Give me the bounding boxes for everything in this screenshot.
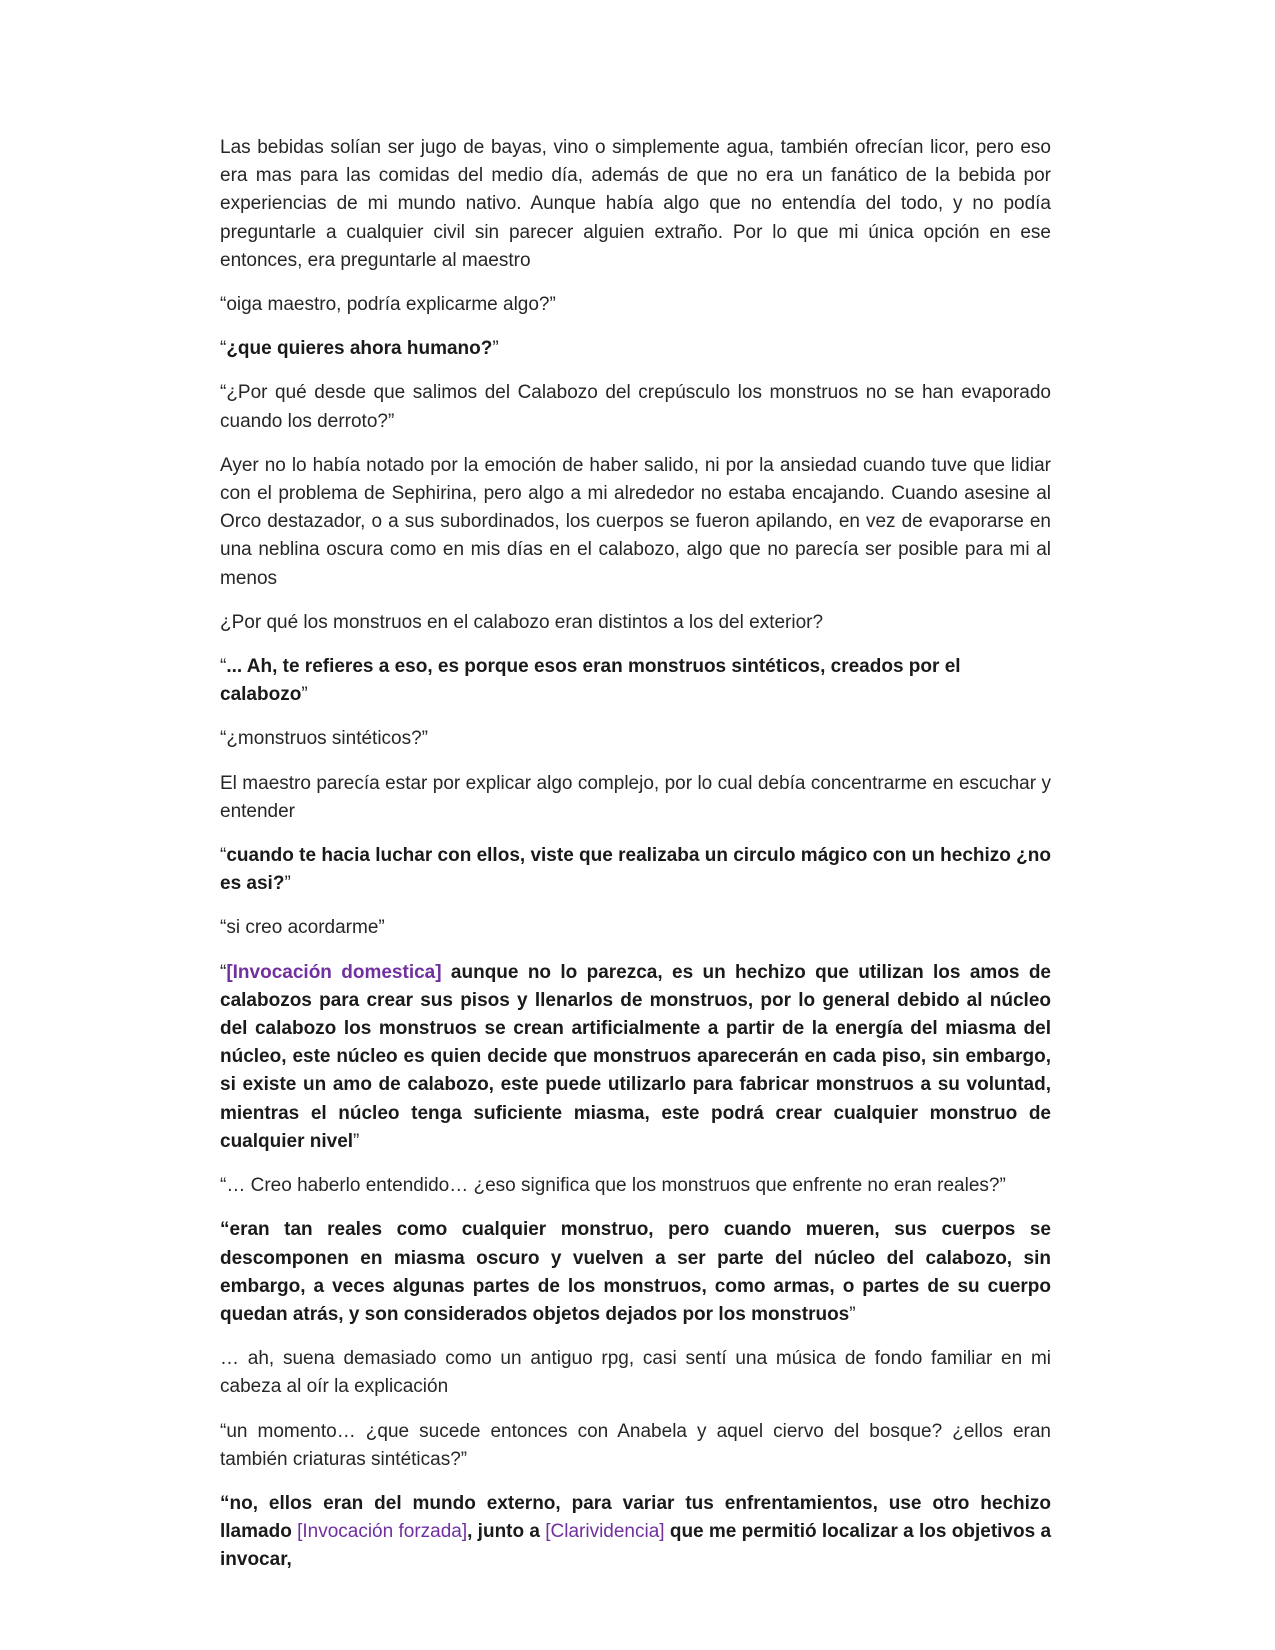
spell-name-invocacion-domestica: [Invocación domestica] [226, 961, 442, 983]
narration-paragraph: ¿Por qué los monstruos en el calabozo eran distintos a los del exterior? [220, 611, 824, 633]
master-speech: cuando te hacia luchar con ellos, viste que realizaba un circulo mágico con un hechizo ¿no es asi? [220, 845, 1051, 895]
narration-paragraph: El maestro parecía estar por explicar algo complejo, por lo cual debía concentrarme en escuchar y entender [220, 772, 1051, 822]
master-speech: ... Ah, te refieres a eso, es porque esos eran monstruos sintéticos, creados por el calabozo [220, 656, 961, 706]
dialogue-protagonist: “si creo acordarme” [220, 917, 385, 939]
quote-open: “ [220, 338, 227, 360]
dialogue-master [220, 959, 1051, 1156]
narration-paragraph: … ah, suena demasiado como un antiguo rpg, casi sentí una música de fondo familiar en mi cabeza al oír la explicación [220, 1348, 1051, 1398]
narration-paragraph: Las bebidas solían ser jugo de bayas, vino o simplemente agua, también ofrecían licor, pero eso era mas para las comidas del medio día, además de que no era un fanático de la bebida por experiencias de mi mundo nativo. Aunque había algo que no entendía del todo, y no podía preguntarle a cualquier civil sin parecer alguien extraño. Por lo que mi única opción en ese entonces, era preguntarle al maestro [220, 137, 1051, 271]
dialogue-protagonist: “un momento… ¿que sucede entonces con Anabela y aquel ciervo del bosque? ¿ellos eran también criaturas sintéticas?” [220, 1420, 1051, 1470]
quote-close: ” [301, 684, 308, 706]
quote-open: “ [220, 961, 227, 983]
dialogue-protagonist: “¿Por qué desde que salimos del Calabozo del crepúsculo los monstruos no se han evaporado cuando los derroto?” [220, 382, 1051, 432]
spell-name-invocacion-forzada: [Invocación forzada] [297, 1521, 468, 1543]
master-speech: que me permitió localizar a los objetivos a invocar, [220, 1521, 1052, 1571]
dialogue-protagonist: “oiga maestro, podría explicarme algo?” [220, 294, 556, 316]
dialogue-protagonist: “¿monstruos sintéticos?” [220, 728, 429, 750]
master-speech: ¿que quieres ahora humano? [226, 338, 493, 360]
dialogue-master [220, 1490, 1051, 1575]
dialogue-master [220, 1216, 1051, 1329]
dialogue-master [220, 842, 1051, 898]
quote-close: ” [353, 1130, 360, 1152]
master-speech: “eran tan reales como cualquier monstruo, pero cuando mueren, sus cuerpos se descomponen en miasma oscuro y vuelven a ser parte del núcleo del calabozo, sin embargo, a veces algunas partes de los monstruos, como armas, o partes de su cuerpo quedan atrás, y son considerados objetos dejados por los monstruos [220, 1219, 1051, 1325]
spell-name-clarividencia: [Clarividencia] [545, 1521, 665, 1543]
quote-close: ” [849, 1303, 856, 1325]
quote-open: “ [220, 845, 227, 867]
document-page [220, 134, 1051, 1591]
quote-close: ” [284, 873, 291, 895]
dialogue-master [220, 335, 1051, 363]
quote-close: ” [492, 338, 499, 360]
master-speech: “no, ellos eran del mundo externo, para variar tus enfrentamientos, use otro hechizo llamado [220, 1492, 1051, 1543]
master-speech: aunque no lo parezca, es un hechizo que utilizan los amos de calabozos para crear sus pisos y llenarlos de monstruos, por lo general debido al núcleo del calabozo los monstruos se crean artificialmente a partir de la energía del miasma del núcleo, este núcleo es quien decide que monstruos aparecerán en cada piso, sin embargo, si existe un amo de calabozo, este puede utilizarlo para fabricar monstruos a su voluntad, mientras el núcleo tenga suficiente miasma, este podrá crear cualquier monstruo de cualquier nivel [220, 961, 1051, 1152]
dialogue-protagonist: “… Creo haberlo entendido… ¿eso significa que los monstruos que enfrente no eran reales?” [220, 1175, 1006, 1197]
quote-open: “ [220, 656, 227, 678]
narration-paragraph: Ayer no lo había notado por la emoción de haber salido, ni por la ansiedad cuando tuve que lidiar con el problema de Sephirina, pero algo a mi alrededor no estaba encajando. Cuando asesine al Orco destazador, o a sus subordinados, los cuerpos se fueron apilando, en vez de evaporarse en una neblina oscura como en mis días en el calabozo, algo que no parecía ser posible para mi al menos [220, 454, 1051, 589]
master-speech: , junto a [467, 1521, 546, 1543]
dialogue-master [220, 653, 1051, 709]
